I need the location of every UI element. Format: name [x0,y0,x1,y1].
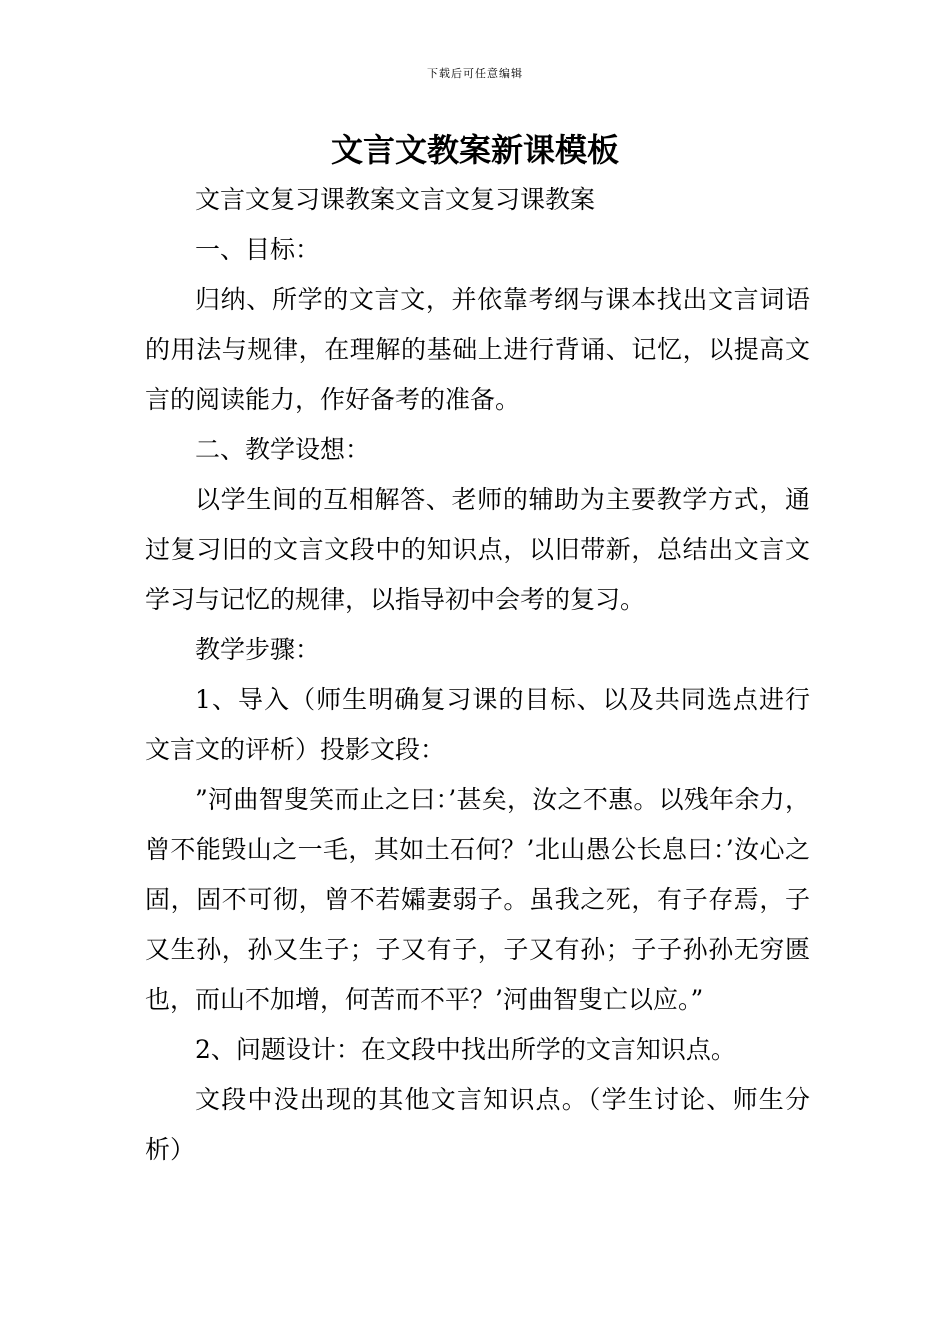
page-header-note: 下载后可任意编辑 [427,67,523,80]
paragraph-steps-heading: 教学步骤： [195,635,321,664]
paragraph-subtitle: 文言文复习课教案文言文复习课教案 [195,185,596,214]
paragraph-section-design-heading: 二、教学设想： [195,435,371,464]
paragraph-design-text: 以学生间的互相解答、老师的辅助为主要教学方式，通过复习旧的文言文段中的知识点，以旧带新，总结出文言文学习与记忆的规律，以指导初中会考的复习。 [145,485,810,614]
paragraph-section-goal-heading: 一、目标： [195,235,321,264]
paragraph-step-1: 1、导入（师生明确复习课的目标、以及共同选点进行文言文的评析）投影文段： [145,685,810,764]
document-title: 文言文教案新课模板 [330,131,619,169]
paragraph-other-points: 文段中没出现的其他文言知识点。（学生讨论、师生分析） [145,1085,810,1164]
document-body [145,175,810,1175]
paragraph-quoted-passage: ”河曲智叟笑而止之曰：’甚矣，汝之不惠。以残年余力，曾不能毁山之一毛，其如土石何？’北山愚公长息曰：’汝心之固，固不可彻，曾不若孀妻弱子。虽我之死，有子存焉，子又生孙，孙又生子；子又有子，子又有孙；子子孙孙无穷匮也，而山不加增，何苦而不平？’河曲智叟亡以应。” [145,785,810,1014]
paragraph-step-2: 2、问题设计：在文段中找出所学的文言知识点。 [195,1035,736,1064]
paragraph-goal-text: 归纳、所学的文言文，并依靠考纲与课本找出文言词语的用法与规律，在理解的基础上进行背诵、记忆，以提高文言的阅读能力，作好备考的准备。 [145,285,810,414]
